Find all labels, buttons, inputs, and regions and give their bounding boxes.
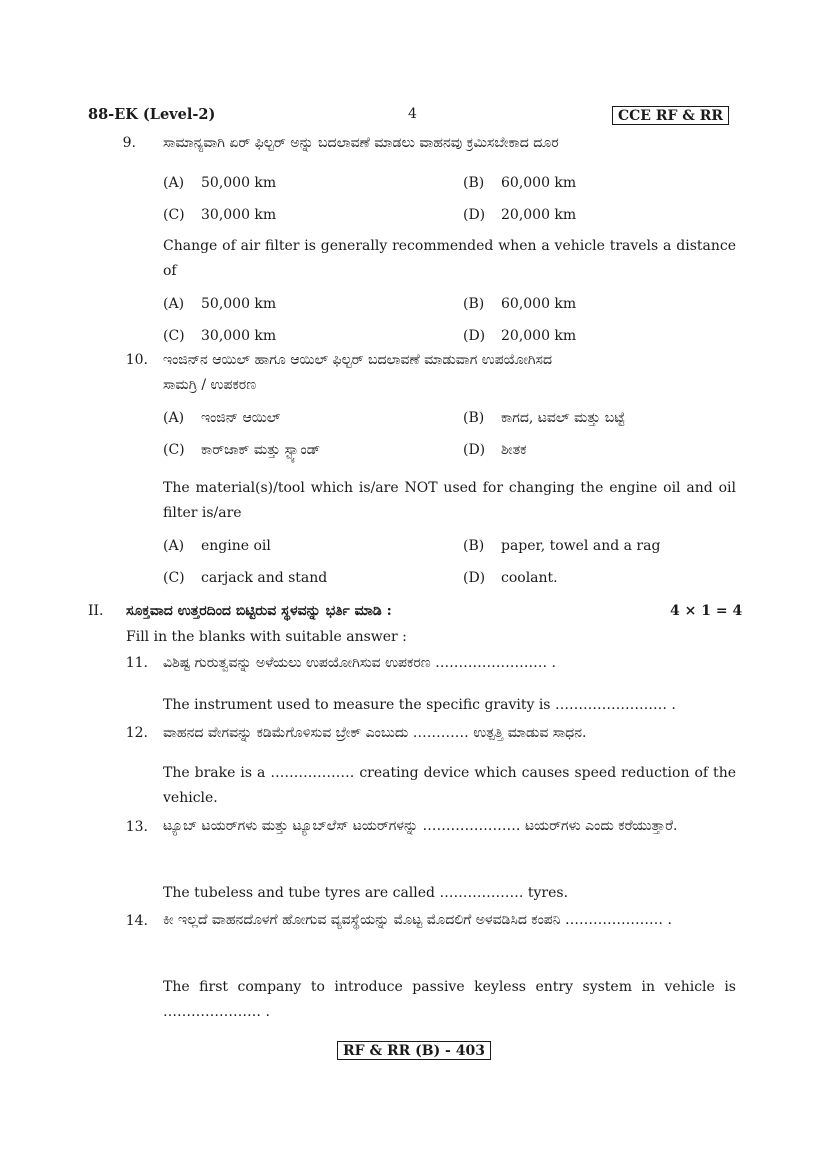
question-text-english: The first company to introduce passive keyless entry system in vehicle is ………………… . [163,979,736,1020]
option-label: (C) [163,207,185,223]
option-text: 20,000 km [501,207,577,223]
option-text: ಕಾಗದ, ಟವಲ್ ಮತ್ತು ಬಟ್ಟೆ [501,410,625,426]
section-number: II. [88,603,104,619]
question-number: 12. [125,725,148,741]
option-text: 30,000 km [201,328,277,344]
question-number: 10. [125,352,148,368]
option-text: ಕಾರ್‌ಜಾಕ್ ಮತ್ತು ಸ್ಟ್ಯಾಂಡ್ [201,442,321,458]
option-text: carjack and stand [201,570,328,586]
question-text-kannada: ಇಂಜಿನ್‌ನ ಆಯಿಲ್ ಹಾಗೂ ಆಯಿಲ್ ಫಿಲ್ಟರ್ ಬದಲಾವಣೆ ಮಾಡುವಾಗ ಉಪಯೋಗಿಸದ [163,352,553,368]
option-text: engine oil [201,538,271,554]
question-text-kannada: ಟ್ಯೂಬ್ ಟಯರ್‌ಗಳು ಮತ್ತು ಟ್ಯೂಬ್‌ಲೆಸ್ ಟಯರ್‌ಗಳನ್ನು ………………… ಟಯರ್‌ಗಳು ಎಂದು ಕರೆಯುತ್ತಾರೆ. [163,818,678,834]
option-label: (C) [163,328,185,344]
section-heading-english: Fill in the blanks with suitable answer : [126,629,407,645]
option-label: (A) [163,175,185,191]
option-text: 60,000 km [501,296,577,312]
question-text-kannada: ಕೀ ಇಲ್ಲದೆ ವಾಹನದೊಳಗೆ ಹೋಗುವ ವ್ಯವಸ್ಥೆಯನ್ನು ಮೊಟ್ಟ ಮೊದಲಿಗೆ ಅಳವಡಿಸಿದ ಕಂಪನಿ ………………… . [163,912,672,928]
question-text-english: The tubeless and tube tyres are called ……………… tyres. [163,885,569,901]
option-label: (D) [463,207,486,223]
section-heading-kannada: ಸೂಕ್ತವಾದ ಉತ್ತರದಿಂದ ಬಿಟ್ಟಿರುವ ಸ್ಥಳವನ್ನು ಭರ್ತಿ ಮಾಡಿ : [126,603,392,619]
question-number: 9. [122,135,136,151]
question-number: 13. [125,819,148,835]
option-label: (D) [463,570,486,586]
option-label: (C) [163,442,185,458]
question-text-english: The instrument used to measure the specific gravity is …………………… . [163,697,676,713]
question-number: 14. [125,913,148,929]
option-text: coolant. [501,570,558,586]
question-text-english: Change of air filter is generally recommended when a vehicle travels a distance of [163,238,736,279]
question-text-kannada: ಸಾಮಗ್ರಿ / ಉಪಕರಣ [163,377,257,393]
option-label: (B) [463,296,485,312]
option-label: (A) [163,296,185,312]
option-text: 50,000 km [201,296,277,312]
option-label: (B) [463,538,485,554]
option-text: 20,000 km [501,328,577,344]
option-label: (A) [163,538,185,554]
option-label: (D) [463,442,486,458]
question-text-english: The brake is a ……………… creating device which causes speed reduction of the vehicle. [163,765,736,806]
question-text-kannada: ವಾಹನದ ವೇಗವನ್ನು ಕಡಿಮೆಗೊಳಿಸುವ ಬ್ರೇಕ್ ಎಂಬುದು ………… ಉತ್ಪತ್ತಿ ಮಾಡುವ ಸಾಧನ. [163,725,587,741]
option-label: (C) [163,570,185,586]
question-number: 11. [125,655,148,671]
section-marks: 4 × 1 = 4 [670,603,743,619]
page-number: 4 [408,106,417,122]
paper-footer-code: RF & RR (B) - 403 [337,1041,491,1060]
option-text: ಇಂಜಿನ್ ಆಯಿಲ್ [201,410,281,426]
option-text: ಶೀತಕ [501,442,527,458]
option-label: (B) [463,175,485,191]
option-text: 50,000 km [201,175,277,191]
option-text: 30,000 km [201,207,277,223]
question-text-kannada: ಸಾಮಾನ್ಯವಾಗಿ ಏರ್ ಫಿಲ್ಟರ್ ಅನ್ನು ಬದಲಾವಣೆ ಮಾಡಲು ವಾಹನವು ಕ್ರಮಿಸಬೇಕಾದ ದೂರ [163,135,559,151]
question-text-english: The material(s)/tool which is/are NOT used for changing the engine oil and oil filter is/are [163,480,736,521]
option-label: (B) [463,410,485,426]
paper-code: 88-EK (Level-2) [88,106,216,123]
option-text: 60,000 km [501,175,577,191]
option-label: (A) [163,410,185,426]
option-text: paper, towel and a rag [501,538,661,554]
option-label: (D) [463,328,486,344]
exam-title-box: CCE RF & RR [612,106,729,125]
question-text-kannada: ವಿಶಿಷ್ಟ ಗುರುತ್ವವನ್ನು ಅಳೆಯಲು ಉಪಯೋಗಿಸುವ ಉಪಕರಣ …………………… . [163,655,557,671]
